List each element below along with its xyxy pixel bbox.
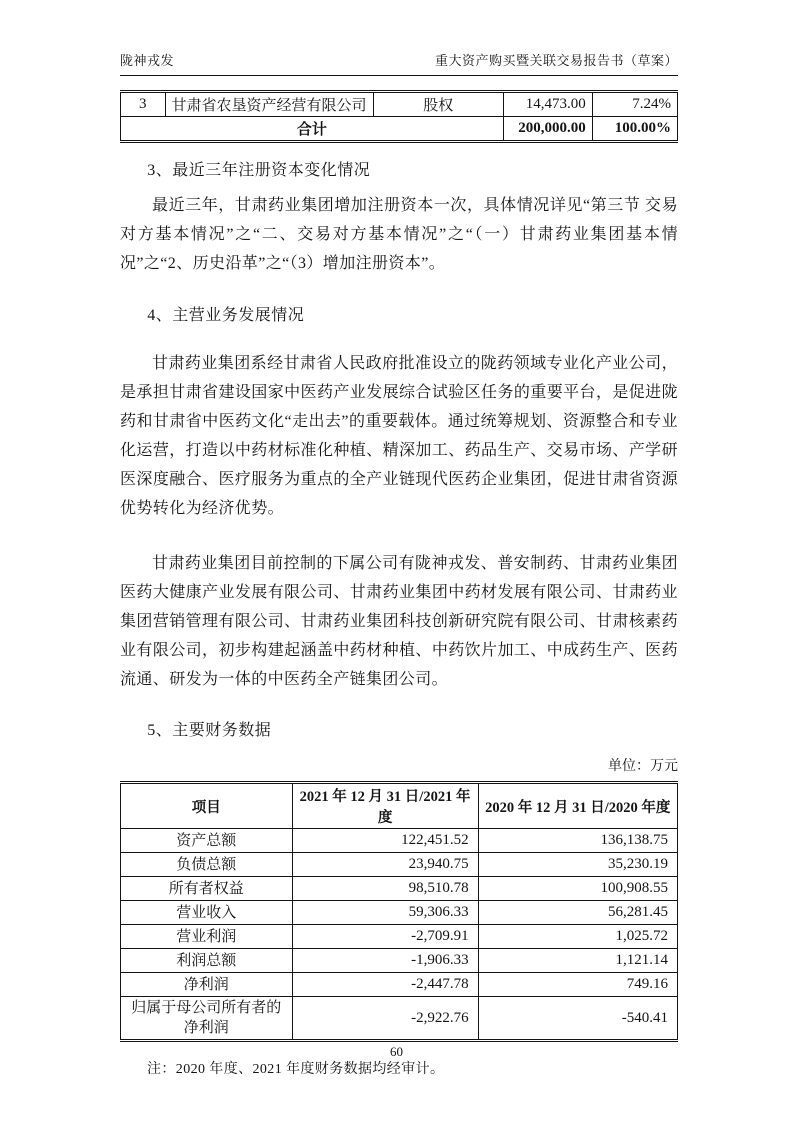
item-label: 归属于母公司所有者的净利润	[121, 997, 293, 1041]
table-row	[121, 901, 678, 925]
section-heading-financial-data: 5、主要财务数据	[147, 722, 272, 739]
paragraph-main-business-2: 甘肃药业集团目前控制的下属公司有陇神戎发、普安制药、甘肃药业集团医药大健康产业发展有限公司、甘肃药业集团中药材发展有限公司、甘肃药业集团营销管理有限公司、甘肃药业集团科技创新研究院有限公司、甘肃核素药业有限公司，初步构建起涵盖中药材种植、中药饮片加工、中成药生产、医药流通、研发为一体的中医药全产链集团公司。	[120, 555, 678, 688]
table-row	[121, 973, 678, 997]
table-row	[121, 877, 678, 901]
table-row	[121, 925, 678, 949]
equity-holders-table	[120, 90, 678, 143]
total-amount: 200,000.00	[503, 117, 592, 142]
table-header-row	[121, 783, 678, 829]
value-2021: 122,451.52	[292, 829, 478, 853]
holder-index: 3	[121, 92, 166, 117]
value-2021: 23,940.75	[292, 853, 478, 877]
item-label: 资产总额	[121, 829, 293, 853]
holder-name: 甘肃省农垦资产经营有限公司	[165, 92, 373, 117]
value-2020: 749.16	[478, 973, 677, 997]
table-total-row	[121, 117, 678, 142]
paragraph-main-business-1: 甘肃药业集团系经甘肃省人民政府批准设立的陇药领域专业化产业公司，是承担甘肃省建设国家中医药产业发展综合试验区任务的重要平台，是促进陇药和甘肃省中医药文化“走出去”的重要载体。通过统筹规划、资源整合和专业化运营，打造以中药材标准化种植、精深加工、药品生产、交易市场、产学研医深度融合、医疗服务为重点的全产业链现代医药企业集团，促进甘肃省资源优势转化为经济优势。	[120, 355, 678, 517]
financial-data-table	[120, 781, 678, 1042]
value-2020: 56,281.45	[478, 901, 677, 925]
item-label: 负债总额	[121, 853, 293, 877]
page-number: 60	[390, 1044, 403, 1059]
value-2020: 1,121.14	[478, 949, 677, 973]
section-heading-registered-capital: 3、最近三年注册资本变化情况	[147, 162, 371, 179]
unit-label: 单位：万元	[608, 759, 678, 774]
contribution-type: 股权	[373, 92, 503, 117]
table-row	[121, 829, 678, 853]
value-2021: -2,447.78	[292, 973, 478, 997]
table-row	[121, 92, 678, 117]
table-note: 注：2020 年度、2021 年度财务数据均经审计。	[147, 1062, 445, 1077]
value-2020: -540.41	[478, 997, 677, 1041]
value-2020: 136,138.75	[478, 829, 677, 853]
value-2021: -2,922.76	[292, 997, 478, 1041]
contribution-percent: 7.24%	[592, 92, 677, 117]
content-area	[120, 50, 678, 1078]
item-label: 营业收入	[121, 901, 293, 925]
total-percent: 100.00%	[592, 117, 677, 142]
item-label: 净利润	[121, 973, 293, 997]
col-header-2021: 2021 年 12 月 31 日/2021 年度	[292, 783, 478, 829]
header-report-title: 重大资产购买暨关联交易报告书（草案）	[434, 53, 678, 68]
section-heading-main-business: 4、主营业务发展情况	[147, 307, 305, 324]
col-header-item: 项目	[121, 783, 293, 829]
running-header	[120, 50, 678, 76]
value-2020: 35,230.19	[478, 853, 677, 877]
table-row	[121, 949, 678, 973]
item-label: 营业利润	[121, 925, 293, 949]
table-row	[121, 853, 678, 877]
value-2020: 1,025.72	[478, 925, 677, 949]
header-company-name: 陇神戎发	[120, 53, 175, 68]
contribution-amount: 14,473.00	[503, 92, 592, 117]
item-label: 利润总额	[121, 949, 293, 973]
paragraph-registered-capital: 最近三年，甘肃药业集团增加注册资本一次，具体情况详见“第三节 交易对方基本情况”之“二、交易对方基本情况”之“（一）甘肃药业集团基本情况”之“2、历史沿革”之“（3）增加注册资本”。	[120, 197, 678, 272]
value-2021: -2,709.91	[292, 925, 478, 949]
value-2020: 100,908.55	[478, 877, 677, 901]
total-label: 合计	[121, 117, 504, 142]
table-row	[121, 997, 678, 1041]
value-2021: 98,510.78	[292, 877, 478, 901]
item-label: 所有者权益	[121, 877, 293, 901]
value-2021: -1,906.33	[292, 949, 478, 973]
value-2021: 59,306.33	[292, 901, 478, 925]
col-header-2020: 2020 年 12 月 31 日/2020 年度	[478, 783, 677, 829]
